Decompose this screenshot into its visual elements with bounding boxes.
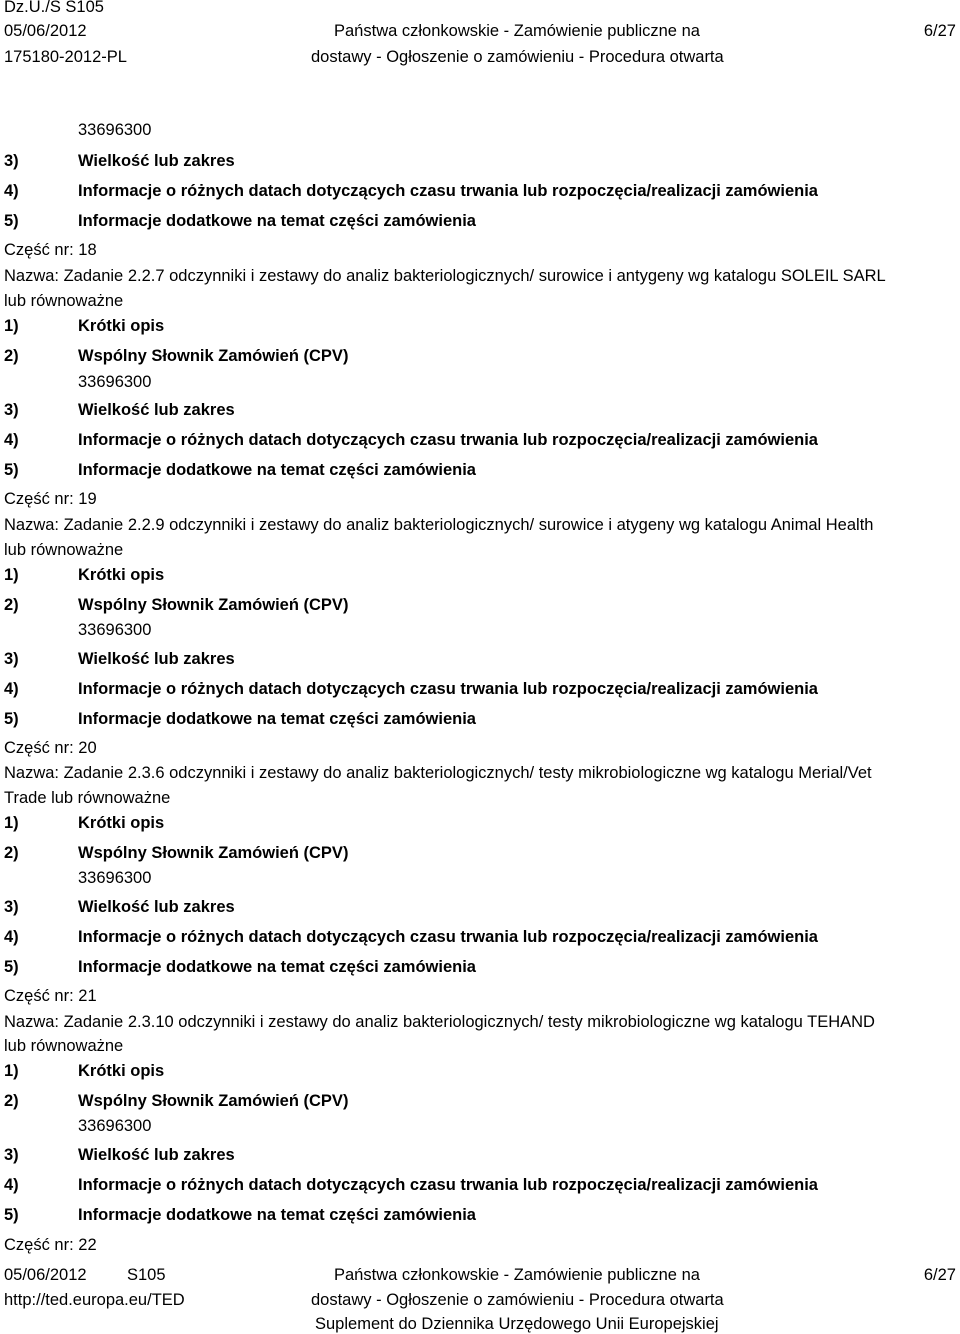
item-number: 4) (4, 928, 19, 946)
part-name: Nazwa: Zadanie 2.2.7 odczynniki i zestawy do analiz bakteriologicznych/ surowice i antygeny wg katalogu SOLEIL SARL (4, 267, 886, 285)
item-number: 5) (4, 958, 19, 976)
item-label: Wielkość lub zakres (78, 152, 235, 170)
item-label: Informacje dodatkowe na temat części zamówienia (78, 461, 476, 479)
item-number: 3) (4, 401, 19, 419)
item-number: 4) (4, 680, 19, 698)
item-label: Informacje o różnych datach dotyczących czasu trwania lub rozpoczęcia/realizacji zamówienia (78, 1176, 818, 1194)
item-label: Krótki opis (78, 1062, 165, 1080)
item-number: 5) (4, 212, 19, 230)
part-name-continued: Trade lub równoważne (4, 789, 171, 807)
part-number: Część nr: 19 (4, 490, 97, 508)
part-name-continued: lub równoważne (4, 292, 124, 310)
part-number: Część nr: 20 (4, 739, 97, 757)
footer-title-line2: dostawy - Ogłoszenie o zamówieniu - Procedura otwarta (311, 1291, 724, 1309)
footer-title-line1: Państwa członkowskie - Zamówienie publiczne na (334, 1266, 700, 1284)
item-label: Informacje dodatkowe na temat części zamówienia (78, 212, 476, 230)
item-number: 1) (4, 566, 19, 584)
item-number: 2) (4, 347, 19, 365)
item-number: 4) (4, 431, 19, 449)
part-number: Część nr: 21 (4, 987, 97, 1005)
footer-date: 05/06/2012 (4, 1266, 87, 1284)
item-number: 5) (4, 461, 19, 479)
item-label: Krótki opis (78, 566, 165, 584)
item-number: 3) (4, 152, 19, 170)
item-label: Informacje o różnych datach dotyczących czasu trwania lub rozpoczęcia/realizacji zamówienia (78, 928, 818, 946)
item-label: Wspólny Słownik Zamówień (CPV) (78, 347, 349, 365)
item-number: 1) (4, 1062, 19, 1080)
cpv-code: 33696300 (78, 121, 152, 139)
item-number: 3) (4, 1146, 19, 1164)
footer-url[interactable]: http://ted.europa.eu/TED (4, 1291, 185, 1309)
item-label: Wielkość lub zakres (78, 401, 235, 419)
item-label: Informacje o różnych datach dotyczących czasu trwania lub rozpoczęcia/realizacji zamówienia (78, 431, 818, 449)
item-number: 5) (4, 710, 19, 728)
item-label: Wspólny Słownik Zamówień (CPV) (78, 596, 349, 614)
part-number: Część nr: 22 (4, 1236, 97, 1254)
item-number: 2) (4, 596, 19, 614)
header-page-number: 6/27 (923, 22, 956, 40)
item-label: Krótki opis (78, 814, 165, 832)
cpv-code: 33696300 (78, 1117, 152, 1135)
footer-title-line3: Suplement do Dziennika Urzędowego Unii Europejskiej (315, 1315, 719, 1333)
item-number: 3) (4, 898, 19, 916)
header-title-line2: dostawy - Ogłoszenie o zamówieniu - Procedura otwarta (311, 48, 724, 66)
part-name-continued: lub równoważne (4, 1037, 124, 1055)
item-number: 2) (4, 844, 19, 862)
part-name: Nazwa: Zadanie 2.2.9 odczynniki i zestawy do analiz bakteriologicznych/ surowice i atygeny wg katalogu Animal Health (4, 516, 874, 534)
item-number: 5) (4, 1206, 19, 1224)
item-label: Informacje o różnych datach dotyczących czasu trwania lub rozpoczęcia/realizacji zamówienia (78, 182, 818, 200)
item-label: Krótki opis (78, 317, 165, 335)
header-title-line1: Państwa członkowskie - Zamówienie publiczne na (334, 22, 700, 40)
item-label: Wspólny Słownik Zamówień (CPV) (78, 844, 349, 862)
cpv-code: 33696300 (78, 869, 152, 887)
item-number: 4) (4, 182, 19, 200)
part-number: Część nr: 18 (4, 241, 97, 259)
cpv-code: 33696300 (78, 621, 152, 639)
footer-page-number: 6/27 (923, 1266, 956, 1284)
part-name-continued: lub równoważne (4, 541, 124, 559)
item-label: Informacje dodatkowe na temat części zamówienia (78, 1206, 476, 1224)
item-number: 3) (4, 650, 19, 668)
cpv-code: 33696300 (78, 373, 152, 391)
item-number: 4) (4, 1176, 19, 1194)
item-number: 2) (4, 1092, 19, 1110)
item-label: Informacje dodatkowe na temat części zamówienia (78, 958, 476, 976)
item-number: 1) (4, 317, 19, 335)
item-label: Wielkość lub zakres (78, 1146, 235, 1164)
item-label: Informacje dodatkowe na temat części zamówienia (78, 710, 476, 728)
header-journal: Dz.U./S S105 (4, 0, 104, 16)
header-doc-id: 175180-2012-PL (4, 48, 127, 66)
item-label: Wspólny Słownik Zamówień (CPV) (78, 1092, 349, 1110)
part-name: Nazwa: Zadanie 2.3.6 odczynniki i zestawy do analiz bakteriologicznych/ testy mikrobiologiczne wg katalogu Merial/Vet (4, 764, 872, 782)
item-label: Informacje o różnych datach dotyczących czasu trwania lub rozpoczęcia/realizacji zamówienia (78, 680, 818, 698)
footer-series: S105 (127, 1266, 166, 1284)
part-name: Nazwa: Zadanie 2.3.10 odczynniki i zestawy do analiz bakteriologicznych/ testy mikrobiologiczne wg katalogu TEHAND (4, 1013, 875, 1031)
item-label: Wielkość lub zakres (78, 650, 235, 668)
item-label: Wielkość lub zakres (78, 898, 235, 916)
item-number: 1) (4, 814, 19, 832)
header-date: 05/06/2012 (4, 22, 87, 40)
